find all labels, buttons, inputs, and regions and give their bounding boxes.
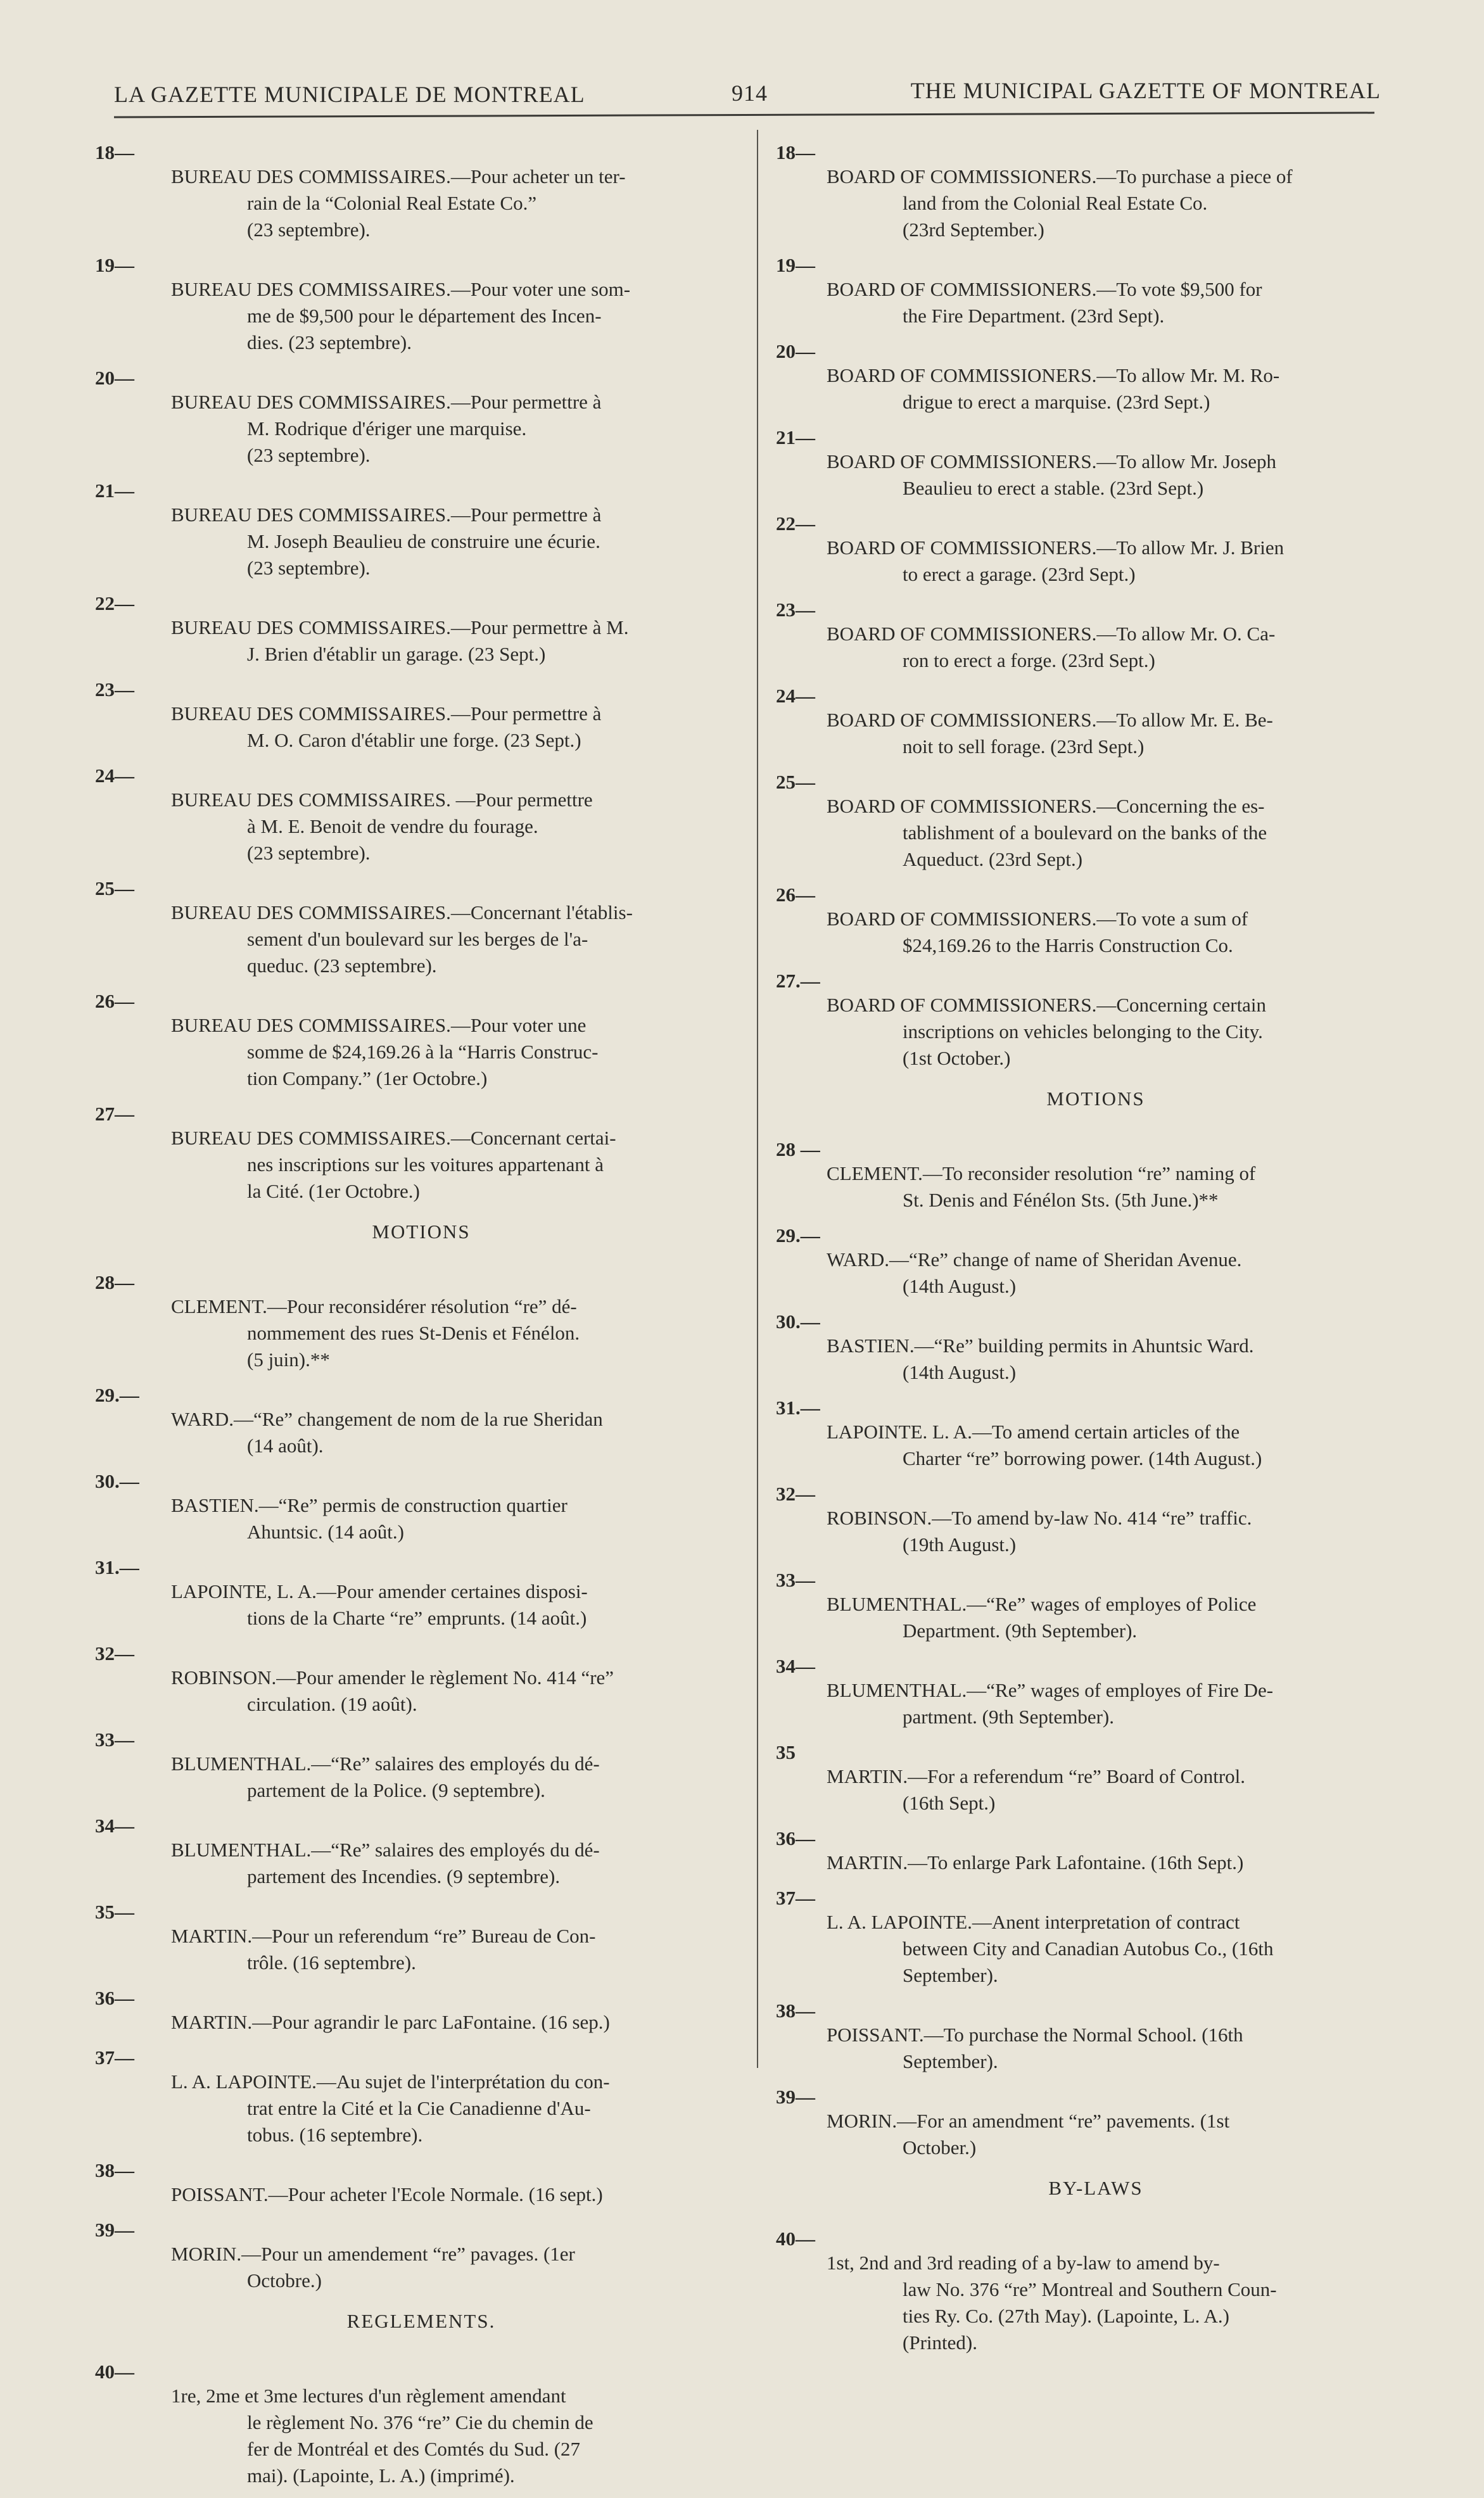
commissioners-entry xyxy=(95,252,747,356)
entry-line: LAPOINTE. L. A.—To amend certain articles of the xyxy=(827,1421,1240,1443)
commissioners-entry xyxy=(776,252,1416,329)
motion-entry xyxy=(95,1985,747,2036)
motion-entry xyxy=(95,1813,747,1890)
header-rule xyxy=(114,112,1374,118)
entry-number: 18— xyxy=(95,141,134,163)
entry-number: 37— xyxy=(776,1887,815,1909)
entry-text xyxy=(95,1293,747,1373)
commissioners-entry xyxy=(776,882,1416,959)
entry-number: 24— xyxy=(95,764,134,787)
entry-line: BUREAU DES COMMISSAIRES.—Pour voter une som- xyxy=(171,278,631,300)
motion-entry xyxy=(95,1899,747,1976)
entry-number: 21— xyxy=(95,479,134,502)
entry-number: 22— xyxy=(776,512,815,535)
entry-text xyxy=(95,1578,747,1632)
entry-text xyxy=(776,707,1416,760)
entry-line: MARTIN.—Pour agrandir le parc LaFontaine. (16 sep.) xyxy=(171,2011,610,2033)
entry-number: 29.— xyxy=(95,1384,139,1406)
entry-line: BLUMENTHAL.—“Re” wages of employes of Police xyxy=(827,1593,1257,1615)
entry-text xyxy=(776,1333,1416,1386)
entry-number: 28 — xyxy=(776,1138,820,1160)
entry-number: 21— xyxy=(776,426,815,448)
entry-line: BUREAU DES COMMISSAIRES.—Pour permettre à xyxy=(171,702,602,725)
entry-line: September). xyxy=(903,2050,998,2072)
entry-number: 30.— xyxy=(776,1310,820,1333)
motions-heading: MOTIONS xyxy=(1046,1087,1145,1110)
entry-line: ron to erect a forge. (23rd Sept.) xyxy=(903,649,1155,671)
entry-line: L. A. LAPOINTE.—Anent interpretation of contract xyxy=(827,1911,1240,1933)
entry-line: BUREAU DES COMMISSAIRES.—Pour permettre à xyxy=(171,504,602,526)
entry-number: 25— xyxy=(776,771,815,793)
entry-line: Department. (9th September). xyxy=(903,1620,1138,1642)
entry-text xyxy=(95,2069,747,2148)
entry-line: St. Denis and Fénélon Sts. (5th June.)** xyxy=(903,1189,1219,1211)
entry-line: CLEMENT.—To reconsider resolution “re” naming of xyxy=(827,1162,1256,1184)
entry-line: WARD.—“Re” changement de nom de la rue Sheridan xyxy=(171,1408,603,1430)
motion-entry xyxy=(95,2217,747,2294)
entry-text xyxy=(776,1419,1416,1472)
entry-line: (23 septembre). xyxy=(247,557,371,579)
entry-number: 29.— xyxy=(776,1224,820,1246)
entry-text xyxy=(776,793,1416,873)
entry-line: tobus. (16 septembre). xyxy=(247,2124,423,2146)
page-header xyxy=(114,75,1381,113)
entry-line: dies. (23 septembre). xyxy=(247,331,412,353)
entry-number: 26— xyxy=(95,990,134,1012)
entry-line: J. Brien d'établir un garage. (23 Sept.) xyxy=(247,643,546,665)
motion-entry xyxy=(776,1481,1416,1558)
entry-text xyxy=(776,1160,1416,1214)
entry-line: BOARD OF COMMISSIONERS.—To vote $9,500 for xyxy=(827,278,1262,300)
commissioners-entry xyxy=(776,510,1416,588)
entry-number: 36— xyxy=(776,1827,815,1849)
entry-number: 19— xyxy=(776,254,815,276)
entry-text xyxy=(776,448,1416,502)
entry-line: le règlement No. 376 “re” Cie du chemin de xyxy=(247,2411,593,2433)
motion-entry xyxy=(95,1269,747,1373)
entry-line: M. O. Caron d'établir une forge. (23 Sept.) xyxy=(247,729,581,751)
entry-text xyxy=(776,362,1416,415)
motion-entry xyxy=(95,1468,747,1545)
entry-text xyxy=(95,614,747,668)
entry-number: 40— xyxy=(776,2228,815,2250)
entry-line: (Printed). xyxy=(903,2331,977,2354)
entry-number: 20— xyxy=(776,340,815,362)
entry-number: 25— xyxy=(95,877,134,899)
entry-line: BASTIEN.—“Re” permis de construction quartier xyxy=(171,1494,568,1516)
commissioners-entry xyxy=(95,763,747,866)
commissioners-entry xyxy=(776,769,1416,873)
entry-line: ROBINSON.—To amend by-law No. 414 “re” traffic. xyxy=(827,1507,1252,1529)
column-divider xyxy=(757,130,758,2068)
entry-line: tion Company.” (1er Octobre.) xyxy=(247,1067,488,1089)
entry-line: BLUMENTHAL.—“Re” salaires des employés du dé- xyxy=(171,1753,600,1775)
entry-line: rain de la “Colonial Real Estate Co.” xyxy=(247,192,537,214)
entry-line: (23 septembre). xyxy=(247,444,371,466)
entry-text xyxy=(95,1751,747,1804)
entry-number: 33— xyxy=(776,1569,815,1591)
entry-line: BOARD OF COMMISSIONERS.—To allow Mr. O. Ca- xyxy=(827,623,1276,645)
entry-number: 26— xyxy=(776,884,815,906)
entry-line: inscriptions on vehicles belonging to the City. xyxy=(903,1020,1263,1043)
entry-line: fer de Montréal et des Comtés du Sud. (27 xyxy=(247,2438,581,2460)
entry-text xyxy=(95,1125,747,1205)
english-column xyxy=(776,139,1416,2365)
entry-number: 24— xyxy=(776,685,815,707)
entry-text xyxy=(776,2108,1416,2161)
entry-line: BOARD OF COMMISSIONERS.—To allow Mr. E. Be- xyxy=(827,709,1273,731)
motion-entry xyxy=(776,1309,1416,1386)
entry-line: (1st October.) xyxy=(903,1047,1011,1069)
entry-line: drigue to erect a marquise. (23rd Sept.) xyxy=(903,391,1210,413)
entry-line: nommement des rues St-Denis et Fénélon. xyxy=(247,1322,580,1344)
entry-text xyxy=(776,535,1416,588)
motion-entry xyxy=(776,1653,1416,1730)
entry-number: 23— xyxy=(776,599,815,621)
entry-line: M. Joseph Beaulieu de construire une écurie. xyxy=(247,530,600,552)
commissioners-entry xyxy=(776,683,1416,760)
entry-line: WARD.—“Re” change of name of Sheridan Avenue. xyxy=(827,1248,1242,1271)
entry-line: BUREAU DES COMMISSAIRES.—Pour acheter un ter- xyxy=(171,165,626,187)
entry-line: tablishment of a boulevard on the banks of the xyxy=(903,821,1267,844)
entry-line: BOARD OF COMMISSIONERS.—To allow Mr. Joseph xyxy=(827,450,1277,472)
entry-line: noit to sell forage. (23rd Sept.) xyxy=(903,735,1145,758)
entry-line: (14th August.) xyxy=(903,1361,1017,1383)
entry-line: trat entre la Cité et la Cie Canadienne d'Au- xyxy=(247,2097,591,2119)
header-french-title: LA GAZETTE MUNICIPALE DE MONTREAL xyxy=(114,82,585,107)
entry-line: MARTIN.—To enlarge Park Lafontaine. (16th Sept.) xyxy=(827,1851,1244,1874)
entry-line: BOARD OF COMMISSIONERS.—To allow Mr. M. Ro- xyxy=(827,364,1280,386)
entry-line: BOARD OF COMMISSIONERS.—Concerning the es- xyxy=(827,795,1265,817)
entry-text xyxy=(95,1923,747,1976)
entry-number: 38— xyxy=(95,2159,134,2181)
bylaws-heading: BY-LAWS xyxy=(1048,2177,1143,2199)
entry-text xyxy=(95,1406,747,1459)
motion-entry xyxy=(776,1136,1416,1214)
entry-text xyxy=(776,163,1416,243)
entry-text xyxy=(95,899,747,979)
entry-line: BOARD OF COMMISSIONERS.—To allow Mr. J. Brien xyxy=(827,536,1284,559)
commissioners-entry xyxy=(776,424,1416,502)
entry-text xyxy=(776,1677,1416,1730)
commissioners-entry xyxy=(95,139,747,243)
commissioners-entry xyxy=(776,139,1416,243)
entry-line: partement de la Police. (9 septembre). xyxy=(247,1779,545,1801)
entry-line: law No. 376 “re” Montreal and Southern Coun- xyxy=(903,2278,1277,2300)
entry-text xyxy=(776,2250,1416,2356)
entry-number: 31.— xyxy=(95,1556,139,1578)
entry-number: 30.— xyxy=(95,1470,139,1492)
entry-text xyxy=(95,1664,747,1718)
entry-line: Charter “re” borrowing power. (14th August.) xyxy=(903,1447,1262,1469)
header-english-title: THE MUNICIPAL GAZETTE OF MONTREAL xyxy=(910,78,1381,103)
entry-number: 38— xyxy=(776,2000,815,2022)
entry-line: between City and Canadian Autobus Co., (16th xyxy=(903,1937,1274,1960)
entry-number: 23— xyxy=(95,678,134,701)
entry-number: 19— xyxy=(95,254,134,276)
entry-line: tions de la Charte “re” emprunts. (14 août.) xyxy=(247,1607,587,1629)
entry-line: BUREAU DES COMMISSAIRES.—Concernant certai- xyxy=(171,1127,616,1149)
entry-text xyxy=(95,2181,747,2208)
entry-line: BLUMENTHAL.—“Re” wages of employes of Fire De- xyxy=(827,1679,1274,1701)
entry-line: LAPOINTE, L. A.—Pour amender certaines disposi- xyxy=(171,1580,588,1602)
entry-line: partment. (9th September). xyxy=(903,1706,1115,1728)
entry-text xyxy=(95,502,747,581)
entry-line: MORIN.—For an amendment “re” pavements. (1st xyxy=(827,2110,1230,2132)
entry-line: (16th Sept.) xyxy=(903,1792,996,1814)
entry-line: BLUMENTHAL.—“Re” salaires des employés du dé- xyxy=(171,1839,600,1861)
entry-text xyxy=(95,276,747,356)
entry-line: la Cité. (1er Octobre.) xyxy=(247,1180,420,1202)
entry-line: 1re, 2me et 3me lectures d'un règlement amendant xyxy=(171,2385,566,2407)
entry-line: me de $9,500 pour le département des Incen- xyxy=(247,305,602,327)
motion-entry xyxy=(95,2045,747,2148)
entry-line: CLEMENT.—Pour reconsidérer résolution “re” dé- xyxy=(171,1295,577,1317)
entry-number: 34— xyxy=(776,1655,815,1677)
entry-line: MORIN.—Pour un amendement “re” pavages. (1er xyxy=(171,2243,575,2265)
entry-line: land from the Colonial Real Estate Co. xyxy=(903,192,1208,214)
entry-line: M. Rodrique d'ériger une marquise. xyxy=(247,417,527,440)
entry-line: mai). (Lapointe, L. A.) (imprimé). xyxy=(247,2464,515,2487)
entry-text xyxy=(776,1849,1416,1876)
entry-line: sement d'un boulevard sur les berges de l'a- xyxy=(247,928,588,950)
commissioners-entry xyxy=(95,676,747,754)
entry-line: Ahuntsic. (14 août.) xyxy=(247,1521,404,1543)
entry-line: nes inscriptions sur les voitures appartenant à xyxy=(247,1153,604,1176)
motion-entry xyxy=(95,1554,747,1632)
entry-text xyxy=(776,1505,1416,1558)
entry-line: (14 août). xyxy=(247,1435,324,1457)
entry-number: 40— xyxy=(95,2361,134,2383)
entry-line: (23rd September.) xyxy=(903,219,1044,241)
motion-entry xyxy=(776,2084,1416,2161)
entry-text xyxy=(95,2383,747,2489)
motion-entry xyxy=(776,1222,1416,1300)
entry-number: 39— xyxy=(776,2086,815,2108)
motion-entry xyxy=(776,1567,1416,1644)
commissioners-entry xyxy=(95,875,747,979)
entry-line: trôle. (16 septembre). xyxy=(247,1951,416,1974)
entry-line: to erect a garage. (23rd Sept.) xyxy=(903,563,1136,585)
entry-number: 32— xyxy=(95,1642,134,1664)
entry-number: 31.— xyxy=(776,1397,820,1419)
commissioners-entry xyxy=(95,590,747,668)
entry-line: à M. E. Benoit de vendre du fourage. xyxy=(247,815,538,837)
motions-heading: MOTIONS xyxy=(372,1220,471,1243)
entry-text xyxy=(95,1837,747,1890)
entry-line: MARTIN.—For a referendum “re” Board of Control. xyxy=(827,1765,1246,1787)
entry-line: L. A. LAPOINTE.—Au sujet de l'interprétation du con- xyxy=(171,2070,610,2093)
entry-text xyxy=(776,1246,1416,1300)
bylaws-heading: REGLEMENTS. xyxy=(346,2310,496,2332)
entry-line: BOARD OF COMMISSIONERS.—Concerning certain xyxy=(827,994,1267,1016)
entry-line: Aqueduct. (23rd Sept.) xyxy=(903,848,1083,870)
entry-number: 35 xyxy=(776,1741,796,1763)
entry-number: 18— xyxy=(776,141,815,163)
entry-text xyxy=(776,2022,1416,2075)
entry-number: 37— xyxy=(95,2046,134,2069)
entry-number: 35— xyxy=(95,1901,134,1923)
entry-text xyxy=(95,389,747,469)
entry-line: October.) xyxy=(903,2136,977,2159)
entry-line: BUREAU DES COMMISSAIRES.—Pour permettre à xyxy=(171,391,602,413)
commissioners-entry xyxy=(95,365,747,469)
entry-line: the Fire Department. (23rd Sept). xyxy=(903,305,1165,327)
entry-line: POISSANT.—To purchase the Normal School. (16th xyxy=(827,2024,1243,2046)
entry-number: 20— xyxy=(95,367,134,389)
entry-line: BOARD OF COMMISSIONERS.—To vote a sum of xyxy=(827,908,1248,930)
entry-line: BUREAU DES COMMISSAIRES.—Concernant l'établis- xyxy=(171,901,633,923)
entry-line: $24,169.26 to the Harris Construction Co. xyxy=(903,934,1233,956)
entry-line: queduc. (23 septembre). xyxy=(247,954,437,977)
entry-line: BUREAU DES COMMISSAIRES. —Pour permettre xyxy=(171,789,593,811)
motion-entry xyxy=(95,2157,747,2208)
entry-line: (14th August.) xyxy=(903,1275,1017,1297)
entry-line: partement des Incendies. (9 septembre). xyxy=(247,1865,561,1887)
bylaw-entry xyxy=(776,2226,1416,2356)
entry-text xyxy=(776,621,1416,674)
commissioners-entry xyxy=(95,478,747,581)
entry-line: circulation. (19 août). xyxy=(247,1693,417,1715)
entry-line: Octobre.) xyxy=(247,2269,322,2292)
entry-line: Beaulieu to erect a stable. (23rd Sept.) xyxy=(903,477,1204,499)
entry-line: somme de $24,169.26 à la “Harris Construc- xyxy=(247,1041,599,1063)
motion-entry xyxy=(95,1727,747,1804)
entry-number: 32— xyxy=(776,1483,815,1505)
motion-entry xyxy=(776,1739,1416,1816)
motion-entry xyxy=(776,1825,1416,1876)
motion-entry xyxy=(95,1640,747,1718)
entry-line: MARTIN.—Pour un referendum “re” Bureau de Con- xyxy=(171,1925,596,1947)
entry-line: ties Ry. Co. (27th May). (Lapointe, L. A.) xyxy=(903,2305,1229,2327)
entry-line: (23 septembre). xyxy=(247,219,371,241)
entry-text xyxy=(95,2241,747,2294)
entry-text xyxy=(776,906,1416,959)
entry-line: BUREAU DES COMMISSAIRES.—Pour permettre à M. xyxy=(171,616,629,638)
commissioners-entry xyxy=(95,988,747,1092)
commissioners-entry xyxy=(776,968,1416,1072)
entry-number: 36— xyxy=(95,1987,134,2009)
entry-number: 28— xyxy=(95,1271,134,1293)
motion-entry xyxy=(776,1998,1416,2075)
commissioners-entry xyxy=(95,1101,747,1205)
entry-line: (23 septembre). xyxy=(247,842,371,864)
entry-line: (19th August.) xyxy=(903,1533,1017,1556)
commissioners-entry xyxy=(776,338,1416,415)
entry-number: 22— xyxy=(95,592,134,614)
entry-line: BASTIEN.—“Re” building permits in Ahuntsic Ward. xyxy=(827,1335,1254,1357)
entry-text xyxy=(776,1909,1416,1989)
commissioners-entry xyxy=(776,597,1416,674)
entry-number: 39— xyxy=(95,2219,134,2241)
entry-text xyxy=(776,276,1416,329)
entry-line: ROBINSON.—Pour amender le règlement No. 414 “re” xyxy=(171,1666,614,1689)
entry-line: 1st, 2nd and 3rd reading of a by-law to amend by- xyxy=(827,2252,1220,2274)
entry-line: (5 juin).** xyxy=(247,1348,330,1371)
page-number: 914 xyxy=(732,80,768,106)
motion-entry xyxy=(776,1885,1416,1989)
entry-text xyxy=(776,1763,1416,1816)
entry-line: September). xyxy=(903,1964,998,1986)
entry-text xyxy=(95,787,747,866)
entry-text xyxy=(95,1012,747,1092)
entry-text xyxy=(95,701,747,754)
bylaw-entry xyxy=(95,2359,747,2489)
motion-entry xyxy=(776,1395,1416,1472)
entry-number: 33— xyxy=(95,1728,134,1751)
entry-number: 27— xyxy=(95,1103,134,1125)
entry-text xyxy=(776,992,1416,1072)
entry-line: BOARD OF COMMISSIONERS.—To purchase a piece of xyxy=(827,165,1293,187)
entry-text xyxy=(95,1492,747,1545)
entry-line: BUREAU DES COMMISSAIRES.—Pour voter une xyxy=(171,1014,587,1036)
entry-text xyxy=(95,163,747,243)
entry-text xyxy=(776,1591,1416,1644)
french-column xyxy=(95,139,747,2498)
entry-number: 27.— xyxy=(776,970,820,992)
entry-line: POISSANT.—Pour acheter l'Ecole Normale. (16 sept.) xyxy=(171,2183,603,2205)
motion-entry xyxy=(95,1382,747,1459)
entry-text xyxy=(95,2009,747,2036)
entry-number: 34— xyxy=(95,1815,134,1837)
